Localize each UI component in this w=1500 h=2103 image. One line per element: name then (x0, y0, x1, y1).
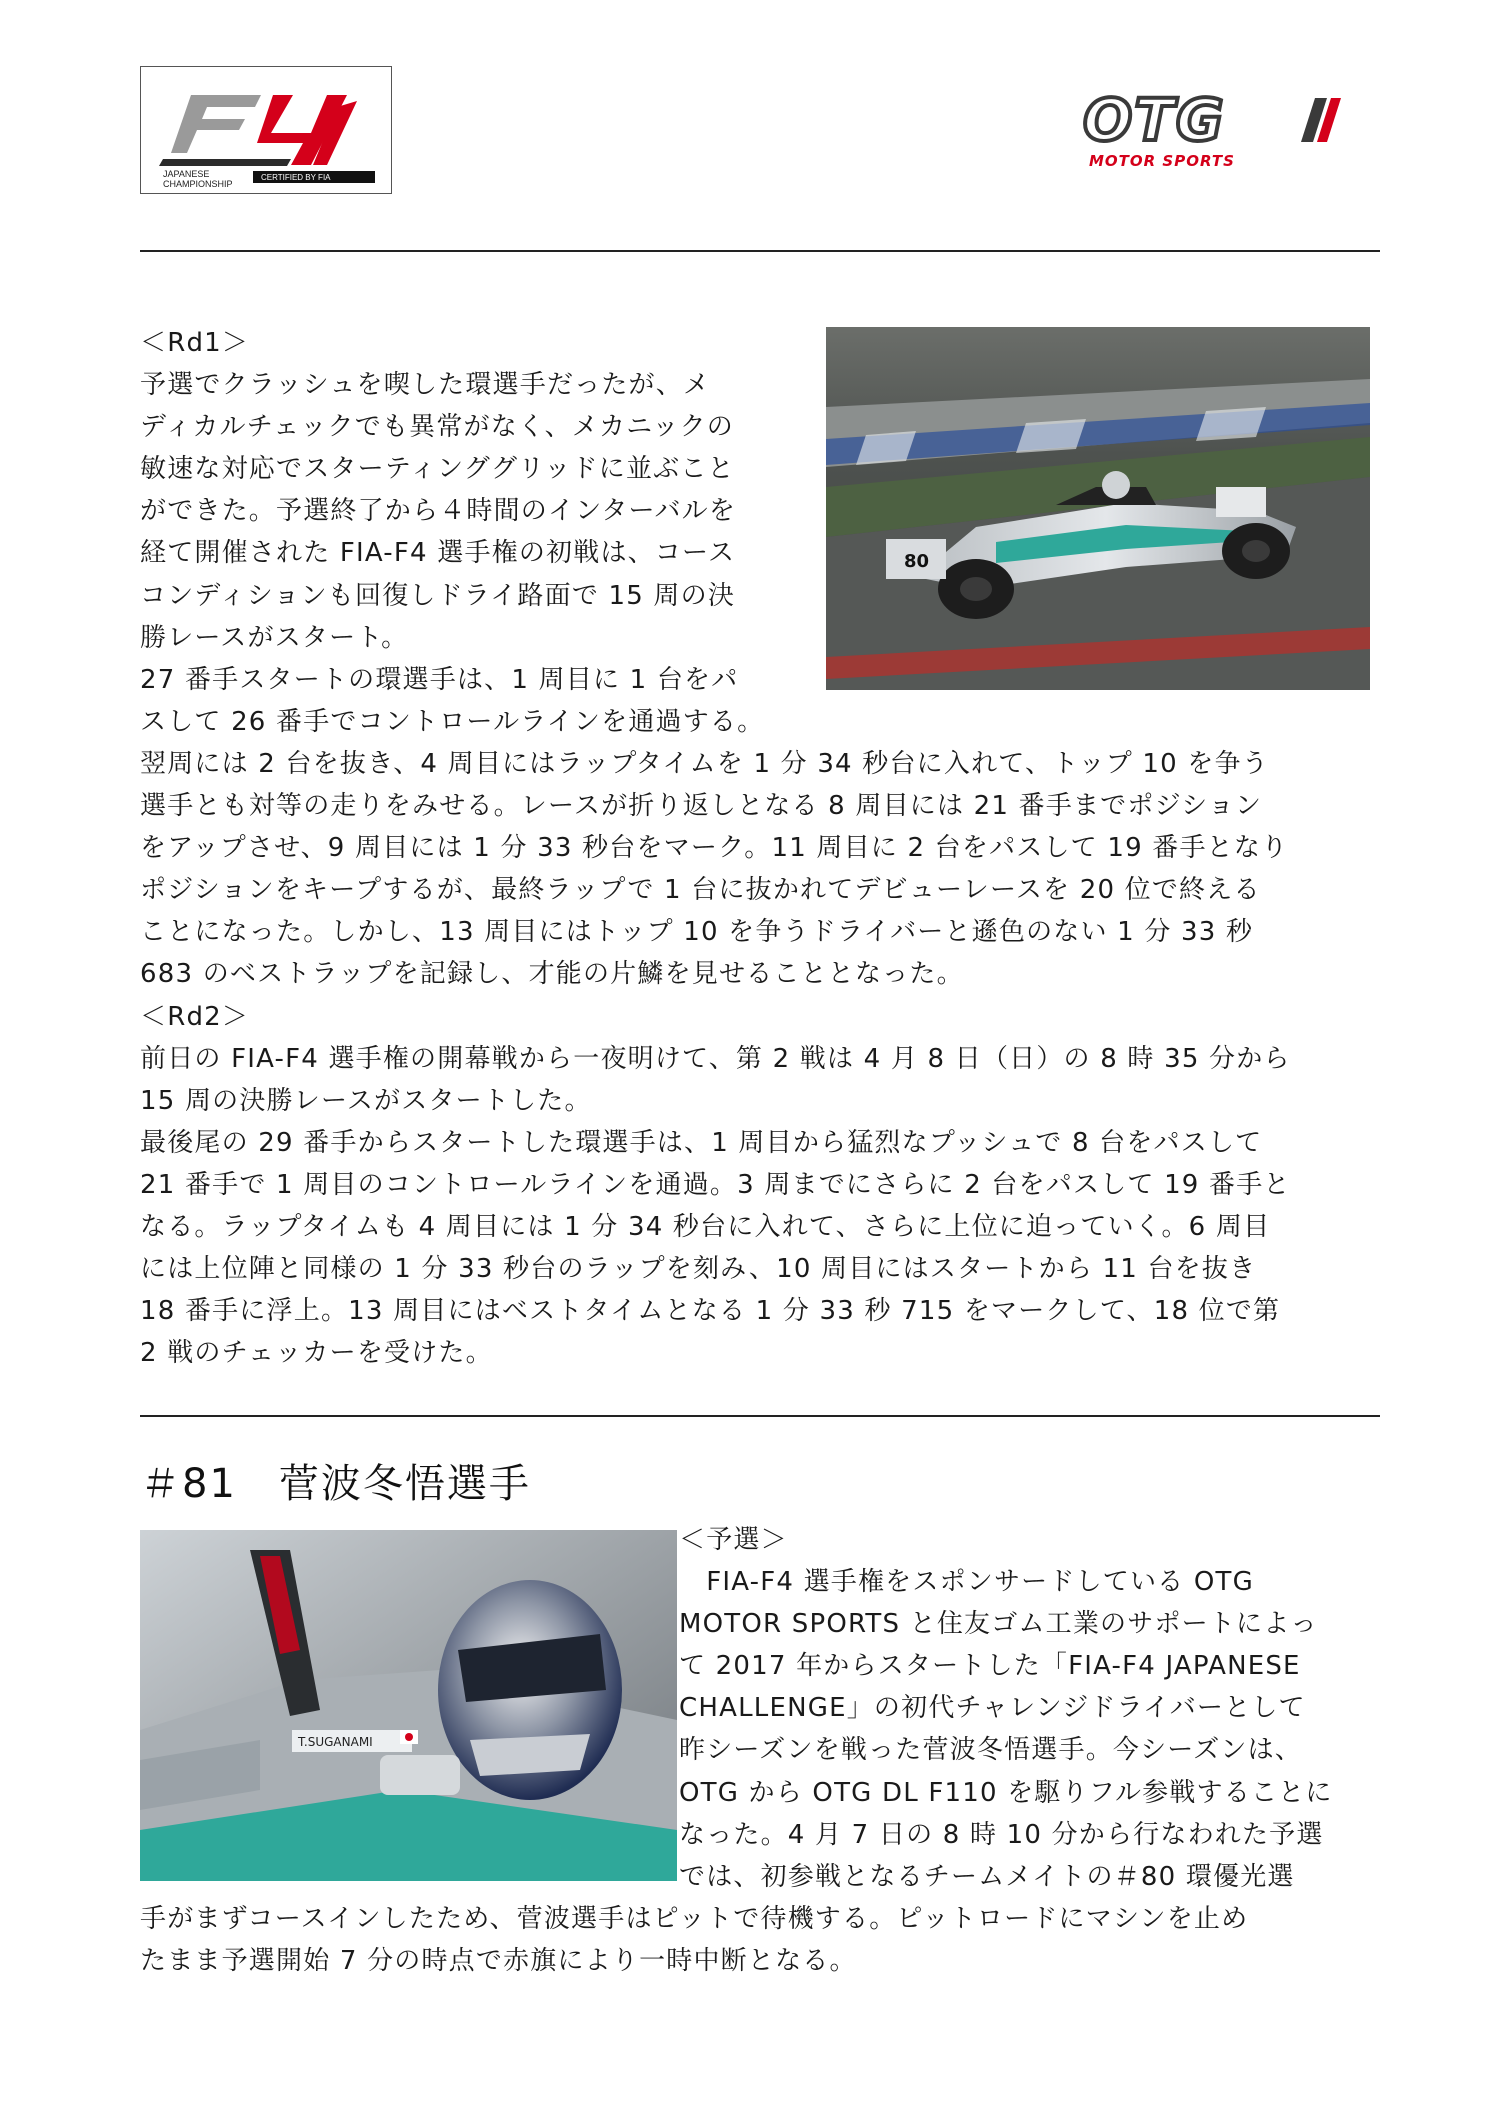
rd2-text-line: 最後尾の 29 番手からスタートした環選手は、1 周目から猛烈なプッシュで 8 台をパスして (140, 1127, 1263, 1158)
rd1-text-line: をアップさせ、9 周目には 1 分 33 秒台をマーク。11 周目に 2 台をパスして 19 番手となり (140, 833, 1289, 864)
f4-championship-logo (140, 66, 392, 194)
driver81-text-line: MOTOR SPORTS と住友ゴム工業のサポートによっ (679, 1609, 1318, 1640)
driver81-text-line: て 2017 年からスタートした「FIA-F4 JAPANESE (679, 1651, 1301, 1682)
rd1-heading: ＜Rd1＞ (140, 328, 250, 358)
driver81-text-line: なった。4 月 7 日の 8 時 10 分から行なわれた予選 (679, 1819, 1324, 1850)
f4-logo-badge: CERTIFIED BY FIA (261, 173, 331, 182)
driver-photo-graphic (140, 1530, 677, 1881)
rd1-text-line: 予選でクラッシュを喫した環選手だったが、メ (140, 370, 711, 401)
race-car-photo-graphic (826, 327, 1370, 690)
otg-motorsports-logo (1075, 90, 1365, 175)
rd2-text-line: 15 周の決勝レースがスタートした。 (140, 1085, 592, 1116)
otg-logo-graphic (1075, 90, 1365, 175)
driver81-text-line: たまま予選開始 7 分の時点で赤旗により一時中断となる。 (140, 1946, 857, 1977)
rd1-text-line: ポジションをキープするが、最終ラップで 1 台に抜かれてデビューレースを 20 位で終える (140, 875, 1261, 906)
rd2-text-line: 前日の FIA-F4 選手権の開幕戦から一夜明けて、第 2 戦は 4 月 8 日（日）の 8 時 35 分から (140, 1043, 1291, 1074)
rd1-text-line: 683 のベストラップを記録し、才能の片鱗を見せることとなった。 (140, 959, 964, 990)
rd2-text-line: 18 番手に浮上。13 周目にはベストタイムとなる 1 分 33 秒 715 をマークして、18 位で第 (140, 1296, 1281, 1327)
rd1-text-line: スして 26 番手でコントロールラインを通過する。 (140, 706, 765, 737)
qual-heading: ＜予選＞ (679, 1525, 788, 1555)
rd1-text-line: 勝レースがスタート。 (140, 622, 409, 653)
rd2-text-line: 21 番手で 1 周目のコントロールラインを通過。3 周までにさらに 2 台をパスして 19 番手と (140, 1169, 1291, 1200)
rd1-text-line: 経て開催された FIA-F4 選手権の初戦は、コース (140, 538, 736, 569)
driver81-section-full (140, 1898, 1248, 1982)
driver81-text-line: では、初参戦となるチームメイトの＃80 環優光選 (679, 1861, 1295, 1892)
rd2-text-line: なる。ラップタイムも 4 周目には 1 分 34 秒台に入れて、さらに上位に迫っていく。6 周目 (140, 1211, 1271, 1242)
driver-photo (140, 1530, 677, 1881)
rd1-text-line: 27 番手スタートの環選手は、1 周目に 1 台をパ (140, 664, 739, 695)
section-divider (140, 1415, 1380, 1417)
driver81-text-line: CHALLENGE」の初代チャレンジドライバーとして (679, 1693, 1306, 1724)
rd1-text-line: ことになった。しかし、13 周目にはトップ 10 を争うドライバーと遜色のない 1 分 33 秒 (140, 917, 1254, 948)
rd2-heading: ＜Rd2＞ (140, 1001, 250, 1032)
driver81-text-line: 昨シーズンを戦った菅波冬悟選手。今シーズンは、 (679, 1735, 1303, 1766)
header-divider (140, 250, 1380, 252)
rd1-text-line: ディカルチェックでも異常がなく、メカニックの (140, 412, 734, 443)
driver-81-title: ＃81 菅波冬悟選手 (140, 1461, 531, 1507)
rd1-text-line: ができた。予選終了から４時間のインターバルを (140, 496, 737, 527)
driver81-text-line: FIA-F4 選手権をスポンサードしている OTG (679, 1567, 1254, 1598)
f4-logo-line1: JAPANESE (163, 169, 210, 179)
car-number: 80 (904, 551, 930, 572)
driver-name-tag: T.SUGANAMI (298, 1735, 373, 1749)
rd1-text-line: コンディションも回復しドライ路面で 15 周の決 (140, 580, 736, 611)
otg-logo-sub: MOTOR SPORTS (1089, 152, 1235, 170)
driver81-text-line: OTG から OTG DL F110 を駆りフル参戦することに (679, 1777, 1333, 1808)
f4-logo-graphic (141, 67, 390, 192)
driver81-text-line: 手がまずコースインしたため、菅波選手はピットで待機する。ピットロードにマシンを止め (140, 1904, 1249, 1934)
rd2-text-line: 2 戦のチェッカーを受けた。 (140, 1338, 493, 1369)
driver81-section-wrapped (679, 1519, 1333, 1898)
otg-logo-mark: OTG (1083, 90, 1226, 154)
rd1-text-line: 選手とも対等の走りをみせる。レースが折り返しとなる 8 周目には 21 番手までポジション (140, 791, 1263, 822)
rd1-text-line: 翌周には 2 台を抜き、4 周目にはラップタイムを 1 分 34 秒台に入れて、トップ 10 を争う (140, 748, 1269, 779)
rd2-text-line: には上位陣と同様の 1 分 33 秒台のラップを刻み、10 周目にはスタートから 11 台を抜き (140, 1254, 1257, 1285)
rd1-text-line: 敏速な対応でスターティンググリッドに並ぶこと (140, 454, 735, 485)
f4-logo-line2: CHAMPIONSHIP (163, 179, 233, 189)
race-car-photo (826, 327, 1370, 690)
